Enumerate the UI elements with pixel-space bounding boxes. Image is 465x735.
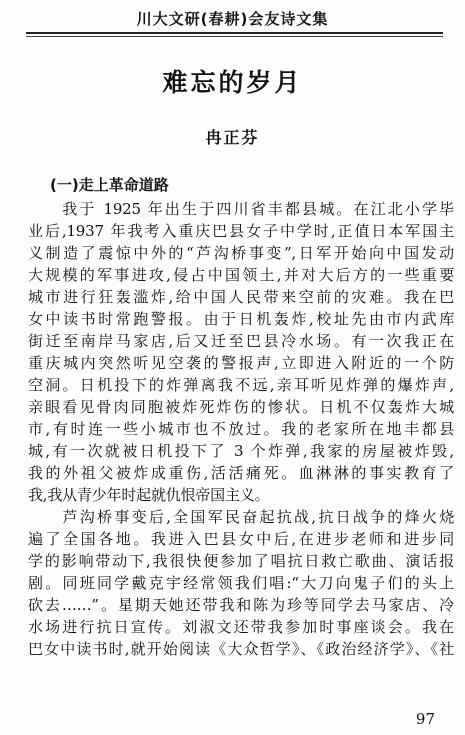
text-line: 学的影响带动下,我很快便参加了唱抗日救亡歌曲、演话报 [28, 552, 454, 570]
body-text [28, 198, 454, 660]
text-line: 亲眼看见骨肉同胞被炸死炸伤的惨状。日机不仅轰炸大城 [28, 398, 454, 416]
text-line: 街迁至南岸马家店,后又迁至巴县冷水场。有一次我正在 [28, 332, 454, 350]
text-line: 重庆城内突然听见空袭的警报声,立即进入附近的一个防 [28, 354, 454, 372]
text-line: 女中读书时常跑警报。由于日机轰炸,校址先由市内武库 [28, 310, 454, 328]
text-line: 遍了全国各地。我进入巴县女中后,在进步老师和进步同 [28, 530, 454, 548]
text-line: 城,有一次就被日机投下了 3 个炸弹,我家的房屋被炸毁, [28, 442, 454, 460]
page-number: 97 [415, 710, 435, 728]
text-line: 我的外祖父被炸成重伤,活活痛死。血淋淋的事实教育了 [28, 464, 454, 482]
text-line: 砍去……”。星期天她还带我和陈为珍等同学去马家店、冷 [28, 596, 454, 614]
article-title: 难忘的岁月 [162, 68, 303, 97]
text-line: 芦沟桥事变后,全国军民奋起抗战,抗日战争的烽火烧 [28, 508, 454, 526]
text-line: 业后,1937 年我考入重庆巴县女子中学时,正值日本军国主 [28, 222, 454, 240]
section-heading: (一)走上革命道路 [50, 176, 169, 194]
text-line: 大规模的军事进攻,侵占中国领土,并对大后方的一些重要 [28, 266, 454, 284]
header-rule-thick [26, 32, 443, 34]
text-line: 城市进行狂轰滥炸,给中国人民带来空前的灾难。我在巴 [28, 288, 454, 306]
text-line: 巴女中读书时,就开始阅读《大众哲学》、《政治经济学》、《社 [28, 640, 454, 658]
text-line: 我,我从青少年时起就仇恨帝国主义。 [28, 486, 270, 504]
running-head: 川大文研(春耕)会友诗文集 [136, 10, 329, 28]
text-line: 剧。同班同学戴克宇经常领我们唱:“大刀向鬼子们的头上 [28, 574, 454, 592]
text-line: 市,有时连一些小城市也不放过。我的老家所在地丰都县 [28, 420, 454, 438]
text-line: 空洞。日机投下的炸弹离我不远,亲耳听见炸弹的爆炸声, [28, 376, 454, 394]
text-line: 我于 1925 年出生于四川省丰都县城。在江北小学毕 [28, 200, 454, 218]
header-rule-thin [26, 36, 443, 37]
text-line: 义制造了震惊中外的“芦沟桥事变”,日军开始向中国发动 [28, 244, 454, 262]
author-name: 冉正芬 [205, 128, 260, 147]
text-line: 水场进行抗日宣传。刘淑文还带我参加时事座谈会。我在 [28, 618, 454, 636]
